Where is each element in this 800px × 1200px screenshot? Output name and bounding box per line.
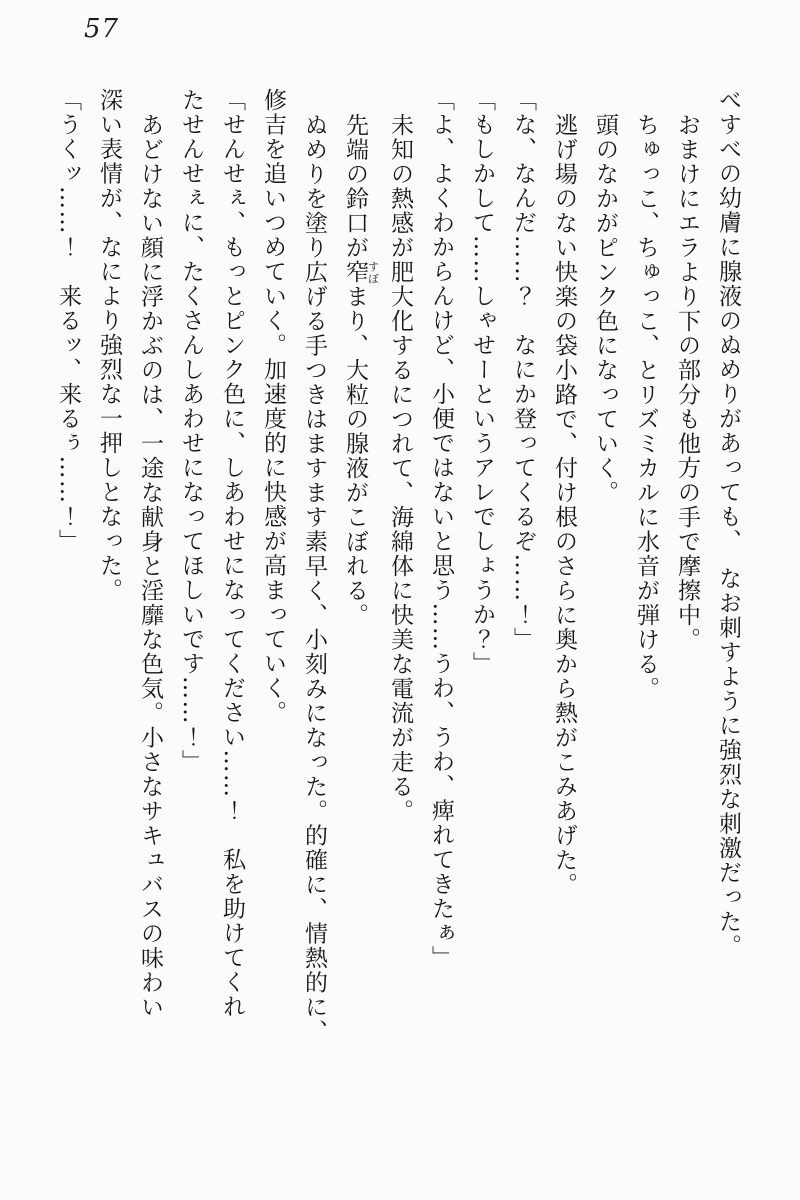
text-column: 深い表情が、なにより強烈な一押しとなった。 <box>96 88 122 603</box>
text-column: たせんせぇに、たくさんしあわせになってほしいです……！」 <box>178 88 204 774</box>
text-column: あどけない顔に浮かぶのは、一途な献身と淫靡な色気。小さなサキュバスの味わい <box>137 112 163 1019</box>
text-column: ぬめりを塗り広げる手つきはますます素早く、小刻みになった。的確に、情熱的に、 <box>301 112 327 1044</box>
furigana-ruby: 窄すぼ <box>342 259 380 284</box>
text-column: 「もしかして……しゃせーというアレでしょうか？」 <box>469 88 495 676</box>
text-column: 逃げ場のない快楽の袋小路で、付け根のさらに奥から熱がこみあげた。 <box>551 112 577 897</box>
text-column: 先端の鈴口が窄すぼまり、大粒の腺液がこぼれる。 <box>342 112 380 627</box>
text-column: 「せんせぇ、もっとピンク色に、しあわせになってください……！ 私を助けてくれ <box>219 88 245 1019</box>
text-column: 「な、なんだ……？ なにか登ってくるぞ……！」 <box>510 88 536 652</box>
text-column: 「うくッ……！ 来るッ、来るぅ……！」 <box>55 88 81 554</box>
text-column: おまけにエラより下の部分も他方の手で摩擦中。 <box>674 112 700 652</box>
page-number: 57 <box>84 14 120 44</box>
text-column: 未知の熱感が肥大化するにつれて、海綿体に快美な電流が走る。 <box>387 112 413 823</box>
text-column: べすべの幼膚に腺液のぬめりがあっても、 なお刺すように強烈な刺激だった。 <box>715 88 741 959</box>
text-column: 修吉を追いつめていく。加速度的に快感が高まっていく。 <box>260 88 286 725</box>
text-column: 頭のなかがピンク色になっていく。 <box>592 112 618 505</box>
text-column: 「よ、よくわからんけど、小便ではないと思う……うわ、うわ、痺れてきたぁ」 <box>428 88 454 970</box>
page-text <box>47 88 748 1103</box>
text-column: ちゅっこ、ちゅっこ、とリズミカルに水音が弾ける。 <box>633 112 659 701</box>
